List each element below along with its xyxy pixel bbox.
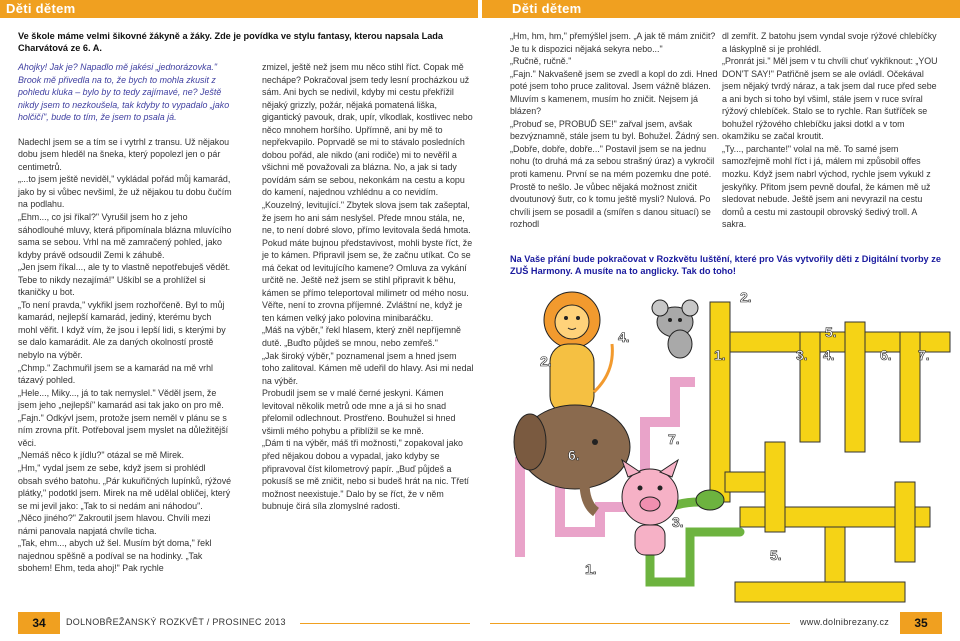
story-paragraph: „Hm," vydal jsem ze sebe, když jsem si prohlédl obsah svého batohu. „Pár kukuřičných lupínků, rýžové plátky," podotkl jsem. Mirek na mě udělal obličej, který se mi jevil jako: „Tak to si nedám ani náhodou". [18, 462, 232, 511]
puzzle-number: 6. [568, 447, 580, 463]
story-paragraph: „Dobře, dobře, dobře..." Postavil jsem se na jednu nohu (to druhá má za sebou strašný úraz) a vykročil proti kamenu. První se na mém pozemku dne poté. Prostě to nešlo. Je vůbec nějaká možnost zničit dvoutunový šutr, co k tomu ještě mysli? Nulová. Po chvíli jsem se posadil a (smířen s danou situací) se rozhodl [510, 143, 715, 230]
footer-publication: DOLNOBŘEŽANSKÝ ROZKVĚT / PROSINEC 2013 [66, 617, 286, 627]
story-paragraph: „Pronrát jsi." Měl jsem v tu chvíli chuť vykřiknout: „YOU DON'T SAY!" Patřičně jsem se ale ovládl. Očekával jsem nějaký tvrdý náraz, a tak jsem dal ruce před sebe a ani bych si toho byl všiml, stále jsem v ruce svíral rýžový chlebíček. Stalo se to rychle. Ran šutříček se bohužel rýžového chlebíčku jaksi dotkl a v tom okamžiku se začal kroutit. [722, 56, 938, 142]
puzzle-number: 5. [770, 547, 782, 563]
pig-icon [622, 460, 678, 555]
story-paragraph: „Chmp." Zachmuřil jsem se a kamarád na mě vrhl tázavý pohled. [18, 362, 214, 386]
story-paragraph: „To není pravda," vykřikl jsem rozhořčeně. Byl to můj kamarád, nejlepší kamarád, jediný, kterému bych mohl věřit. I když vím, že jsou i lepší lidi, s kterými by se dalo kamarádit. Ale za daných okolností prostě nebylo na výběr. [18, 299, 226, 361]
story-paragraph: „Ručně, ručně." [510, 56, 572, 67]
story-paragraph: „Fajn." Odkývl jsem, protože jsem neměl v plánu se s ním zrovna přít. Potřeboval jsem myslet na důležitější věci. [18, 412, 229, 448]
puzzle-number: 1. [585, 561, 597, 577]
story-paragraph: „Fajn." Nakvašeně jsem se zvedl a kopl do zdi. Hned poté jsem toho pruce zalitoval. Jsem vážně blázen. Mluvím s kamenem, musím ho zničit. Nejsem já blázen? [510, 68, 718, 117]
page-number-right: 35 [900, 612, 942, 634]
story-paragraph: dl zemřít. Z batohu jsem vyndal svoje rýžové chlebíčky a láskyplně si je prohlédl. [722, 31, 937, 54]
puzzle-number: 7. [668, 431, 680, 447]
puzzle-number: 2. [540, 353, 552, 369]
story-paragraph: „Dám ti na výběr, máš tři možnosti," zopakoval jako před nějakou dobou a vypadal, jako kdyby se připravoval číst kilometrový papír. „Buď půjdeš a pokusíš se mě zničit, nebo si budeš hrát na nic. Třetí možnost neexistuje." Dalo by se říct, že v něm bubnuje čirá síla zlomyslné radosti. [262, 438, 470, 512]
page-number-left: 34 [18, 612, 60, 634]
story-paragraph: „Hm, hm, hm," přemýšlel jsem. „A jak tě mám zničit? Je tu k dispozici nějaká sekyra nebo..." [510, 31, 716, 54]
story-column-2 [262, 61, 476, 513]
puzzle-svg [500, 282, 960, 612]
story-paragraph: „Něco jiného?" Zakroutil jsem hlavou. Chvíli mezi námi panovala napjatá chvíle ticha. [18, 513, 211, 536]
story-paragraph: „Máš na výběr," řekl hlasem, který zněl nepříjemně dutě. „Buďto půjdeš se mnou, nebo zemřeš." [262, 325, 461, 349]
footer-website-link[interactable]: www.dolnibrezany.cz [800, 617, 890, 627]
puzzle-number: 4. [823, 347, 835, 363]
story-column-3 [510, 30, 724, 231]
footer-rule-right [490, 623, 790, 624]
puzzle-illustration [500, 282, 960, 612]
lion-icon [544, 292, 612, 414]
story-paragraph: „Ehm..., co jsi říkal?" Vyrušil jsem ho z jeho sáhodlouhé mluvy, která připomínala blázna mluvícího sama se sebou. Vrhl na mě zamračený pohled, jako kdyby právě odsoudil Zemi k záhubě. [18, 212, 232, 260]
puzzle-number: 3. [672, 514, 684, 530]
story-paragraph: „Ty..., parchante!" volal na mě. To samé jsem samozřejmě mohl říct i já, málem mi způsobil offes mozku. Když jsem nabrl východ, rychle jsem vykukl z jeskyňky. Přitom jsem pevně doufal, že kámen mě už sledovat nebude. Ještě jsem ani nevyrazil na cestu domů a cestu mi zastoupil obrovský šedivý troll. A sakra. [722, 143, 931, 230]
page-footer [0, 612, 960, 641]
puzzle-number: 3. [796, 347, 808, 363]
puzzle-call-to-action: Na Vaše přání bude pokračovat v Rozkvětu luštění, které pro Vás vytvořily děti z Digitální tvorby ze ZUŠ Harmony. A musíte na to anglicky. Tak do toho! [510, 254, 941, 276]
story-column-4 [722, 30, 942, 231]
story-paragraph: Probudil jsem se v malé černé jeskyni. Kámen levitoval několik metrů ode mne a já si ho snad přelomil odlechnout. Prostřeno. Bouhužel si hned všimli mého pohybu a přiblížil se ke mně. [262, 388, 456, 436]
puzzle-number: 7. [918, 347, 930, 363]
story-column-1 [18, 61, 232, 575]
story-paragraph: „Kouzelný, levitující." Zbytek slova jsem tak zašeptal, že jsem ho ani sám neslyšel. Přede mnou stála, ne, ne, to není dobré slovo, přímo levitovala šedá hmota. Pokud máte bujnou představivost, mohli byste říct, že je to kámen. Připravil jsem se, že začnu utíkat. Co se má čekat od levitujícího kamene? Omluva za vykání určitě ne. Ještě než jsem se stihl připravit k běhu, kámen se přímo teleportoval milimetr od mého nosu. Věřte, není to zrovna příjemné. Zvláštní ne, když je ten kámen velký jako polovina minibaráčku. [262, 200, 473, 323]
story-paragraph: zmizel, ještě než jsem mu něco stihl říct. Copak mě nechápe? Pokračoval jsem tedy lesní procházkou už sám. Ani bych se nedivil, kdyby mi cestu překřížil nějaký grizzly, požár, nějaká pomatená liška, gigantický pavouk, drak, upír, vlkodlak, kostlivec nebo něco mnohem horšího. Upřímně, ani by mě to nepřekvapilo. Poprvadě se mi to stávalo posledních dobou pořád, ale nikdo (ani rodiče) mi to nevěřil a všichni mě považovali za blázna. No, a jak si tady povídám sám se sebou, nekonkám na cestu a kopu do kamení, najednou vzhlédnu a co nevidím. [262, 62, 473, 198]
footer-rule-left [300, 623, 470, 624]
story-paragraph: „...to jsem ještě neviděl," vykládal pořád můj kamarád, jako by si vůbec nevšiml, že už nějakou tu dobu čučím na podlahu. [18, 174, 232, 210]
story-paragraph: Ahojky! Jak je? Napadlo mě jakési „jednorázovka." Brook mě přivedla na to, že bych to mohla zkusit z pohledu kluka – bylo by to tedy zajímavé, ne? Ještě nikdy jsem to nezkoušela, tak kdyby to vypadalo „jako holčičí", bude to tím, že jsem to psala já. [18, 62, 230, 123]
mouse-icon [652, 300, 698, 358]
puzzle-number: 6. [880, 347, 892, 363]
puzzle-number: 1. [714, 347, 726, 363]
story-paragraph: „Nemáš něco k jídlu?" otázal se mě Mirek. [18, 450, 184, 461]
story-paragraph: „Probuď se, PROBUĎ SE!" zařval jsem, avšak bezvýznamně, stále jsem tu byl. Bohužel. Žádný sen. [510, 118, 720, 142]
puzzle-number: 2. [740, 289, 752, 305]
story-paragraph: „Tak, ehm..., abych už šel. Musím být doma," řekl najednou spěšně a podíval se na hodinky. „Tak sbohem! Ehm, teda ahoj!" Pak rychle [18, 538, 212, 574]
puzzle-number: 5. [825, 324, 837, 340]
section-title-left: Děti dětem [6, 1, 76, 16]
story-paragraph: „Hele..., Miky..., já to tak nemyslel." Věděl jsem, že jsem jeho „nejlepší" kamarád asi tak jako on pro mě. [18, 387, 224, 411]
section-title-right: Děti dětem [512, 1, 582, 16]
puzzle-number: 4. [618, 329, 630, 345]
story-paragraph: Nadechl jsem se a tím se i vytrhl z transu. Už nějakou dobu jsem hleděl na šneka, který popolezl jen o pár centimetrů. [18, 136, 230, 172]
intro-text: Ve škole máme velmi šikovné žákyně a žáky. Zde je povídka ve stylu fantasy, kterou napsala Lada Charvátová ze 6. A. [18, 31, 444, 53]
story-paragraph: „Jak široký výběr," poznamenal jsem a hned jsem toho zalitoval. Kámen mě udeřil do hlavy. Asi mi nedal na výběr. [262, 350, 474, 386]
story-paragraph: „Jen jsem říkal..., ale ty to vlastně nepotřebuješ vědět. Tebe to nikdy nezajímá!" Uškíbl se a prohlížel si tkaničky u bot. [18, 262, 231, 298]
